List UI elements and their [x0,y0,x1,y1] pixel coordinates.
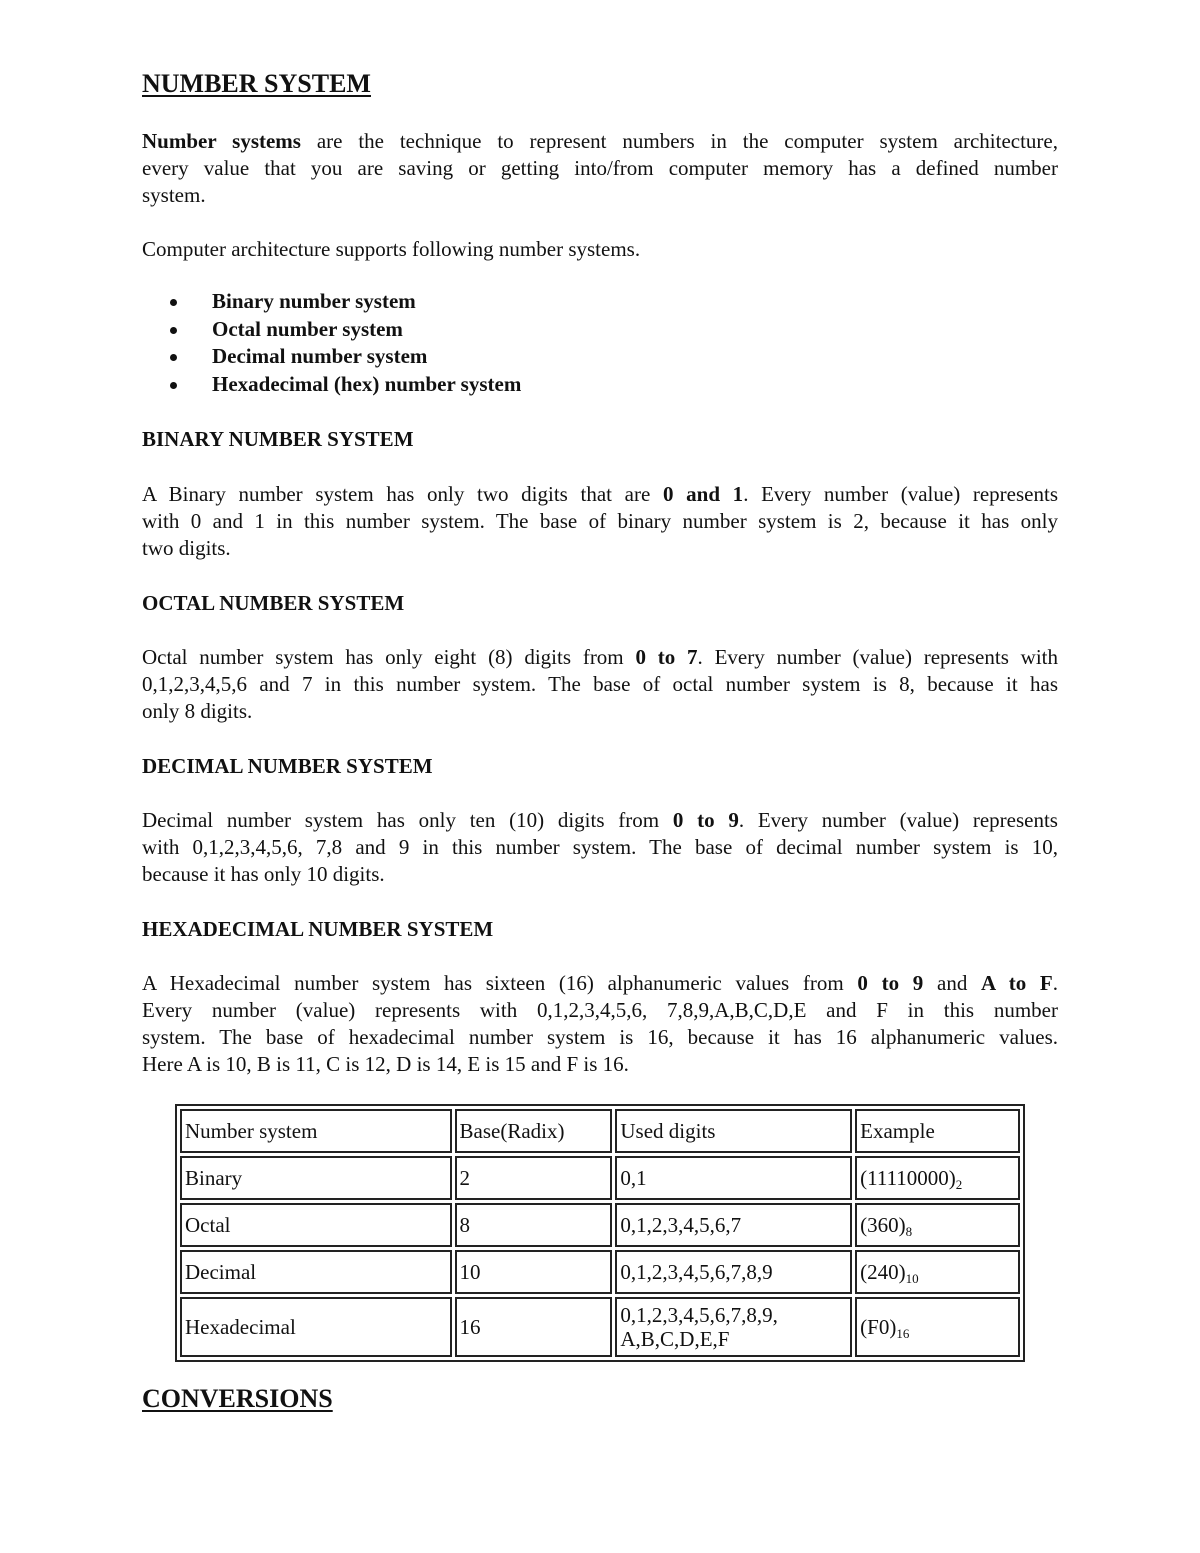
conversions-heading: CONVERSIONS [142,1384,333,1413]
supports-text [142,236,1058,263]
bullet-icon [170,354,177,361]
digits-line-1: 0,1,2,3,4,5,6,7,8,9, [620,1303,778,1327]
bullet-icon [170,327,177,334]
table-cell-system: Hexadecimal [180,1297,452,1357]
example-value: (360) [860,1212,906,1237]
list-item [142,371,521,399]
binary-text: . Every number (value) represents [743,482,1058,506]
binary-line-2: with 0 and 1 in this number system. The base of binary number system is 2, because it has only [142,509,1058,533]
intro-line-1-rest: are the technique to represent numbers in the computer system architecture, [300,129,1058,153]
hex-line-2: Every number (value) represents with 0,1,2,3,4,5,6, 7,8,9,A,B,C,D,E and F in this number [142,998,1058,1022]
hex-bold: 0 to 9 [857,971,924,995]
supports-text-line: Computer architecture supports following number systems. [142,237,641,261]
table-cell-system: Binary [180,1156,452,1200]
list-item [142,288,521,316]
bullet-icon [170,382,177,389]
table-header-cell: Base(Radix) [455,1109,613,1153]
intro-paragraph [142,128,1058,209]
decimal-paragraph [142,807,1058,888]
hex-text: and [923,971,982,995]
hex-text: . [1052,971,1058,995]
hex-text: A Hexadecimal number system has sixteen (16) alphanumeric values from [142,971,858,995]
number-system-list [142,288,521,398]
decimal-text: . Every number (value) represents [738,808,1058,832]
example-value: (F0) [860,1315,897,1339]
table-cell-base: 2 [455,1156,613,1200]
table-header-cell: Number system [180,1109,452,1153]
hex-bold: A to F [981,971,1053,995]
table-row [180,1156,1020,1200]
table-cell-system: Octal [180,1203,452,1247]
hex-line-4: Here A is 10, B is 11, C is 12, D is 14, E is 15 and F is 16. [142,1052,629,1076]
hex-paragraph [142,970,1058,1078]
decimal-line-3: because it has only 10 digits. [142,862,385,886]
decimal-bold: 0 to 9 [672,808,739,832]
example-value: (11110000) [860,1165,956,1190]
table-cell-system: Decimal [180,1250,452,1294]
table-cell-digits: 0,1,2,3,4,5,6,7,8,9 [615,1250,852,1294]
list-item-label: Octal number system [212,316,403,341]
example-base-subscript: 2 [955,1176,963,1192]
intro-bold-lead: Number systems [142,129,301,153]
list-item-label: Decimal number system [212,344,428,368]
octal-paragraph [142,644,1058,725]
table-header-cell: Example [855,1109,1020,1153]
binary-heading: BINARY NUMBER SYSTEM [142,427,414,451]
list-item-label: Binary number system [212,289,416,313]
table-cell-example [855,1297,1020,1357]
intro-line-3: system. [142,183,206,207]
table-cell-digits: 0,1 [615,1156,852,1200]
octal-text: . Every number (value) represents with [697,645,1059,669]
list-item [142,316,521,344]
table-cell-base: 8 [455,1203,613,1247]
table-row [180,1297,1020,1357]
table-cell-digits: 0,1,2,3,4,5,6,7 [615,1203,852,1247]
number-system-table [175,1104,1025,1362]
list-item-label: Hexadecimal (hex) number system [212,371,522,396]
binary-paragraph [142,481,1058,562]
table-row [180,1203,1020,1247]
decimal-heading: DECIMAL NUMBER SYSTEM [142,754,433,778]
table-cell-example [855,1250,1020,1294]
decimal-line-1 [142,807,1058,834]
table-cell-digits [615,1297,852,1357]
list-item [142,343,521,371]
example-value: (240) [860,1259,906,1284]
hex-line-1 [142,970,1058,997]
octal-line-2: 0,1,2,3,4,5,6 and 7 in this number system. The base of octal number system is 8, because it has [142,672,1058,696]
binary-line-1 [142,481,1058,508]
intro-line-1 [142,128,1058,155]
octal-text: Octal number system has only eight (8) digits from [142,645,636,669]
intro-line-2: every value that you are saving or getting into/from computer memory has a defined number [142,156,1058,180]
binary-text: A Binary number system has only two digits that are [142,482,663,506]
binary-line-3: two digits. [142,536,231,560]
table-cell-example [855,1156,1020,1200]
table-header-row [180,1109,1020,1153]
example-base-subscript: 16 [896,1326,910,1341]
table-row [180,1250,1020,1294]
octal-bold: 0 to 7 [635,645,698,669]
octal-line-3: only 8 digits. [142,699,253,723]
binary-bold: 0 and 1 [662,482,744,506]
example-base-subscript: 10 [905,1270,919,1286]
example-base-subscript: 8 [905,1223,913,1239]
octal-heading: OCTAL NUMBER SYSTEM [142,591,405,615]
digits-line-2: A,B,C,D,E,F [620,1327,730,1351]
page-title: NUMBER SYSTEM [142,69,371,98]
table-cell-example [855,1203,1020,1247]
hex-heading: HEXADECIMAL NUMBER SYSTEM [142,917,494,941]
decimal-text: Decimal number system has only ten (10) digits from [142,808,673,832]
table-cell-base: 16 [455,1297,613,1357]
octal-line-1 [142,644,1058,671]
table-header-cell: Used digits [615,1109,852,1153]
bullet-icon [170,299,177,306]
decimal-line-2: with 0,1,2,3,4,5,6, 7,8 and 9 in this number system. The base of decimal number system is 10, [142,835,1058,859]
table-cell-base: 10 [455,1250,613,1294]
hex-line-3: system. The base of hexadecimal number system is 16, because it has 16 alphanumeric values. [142,1025,1058,1049]
